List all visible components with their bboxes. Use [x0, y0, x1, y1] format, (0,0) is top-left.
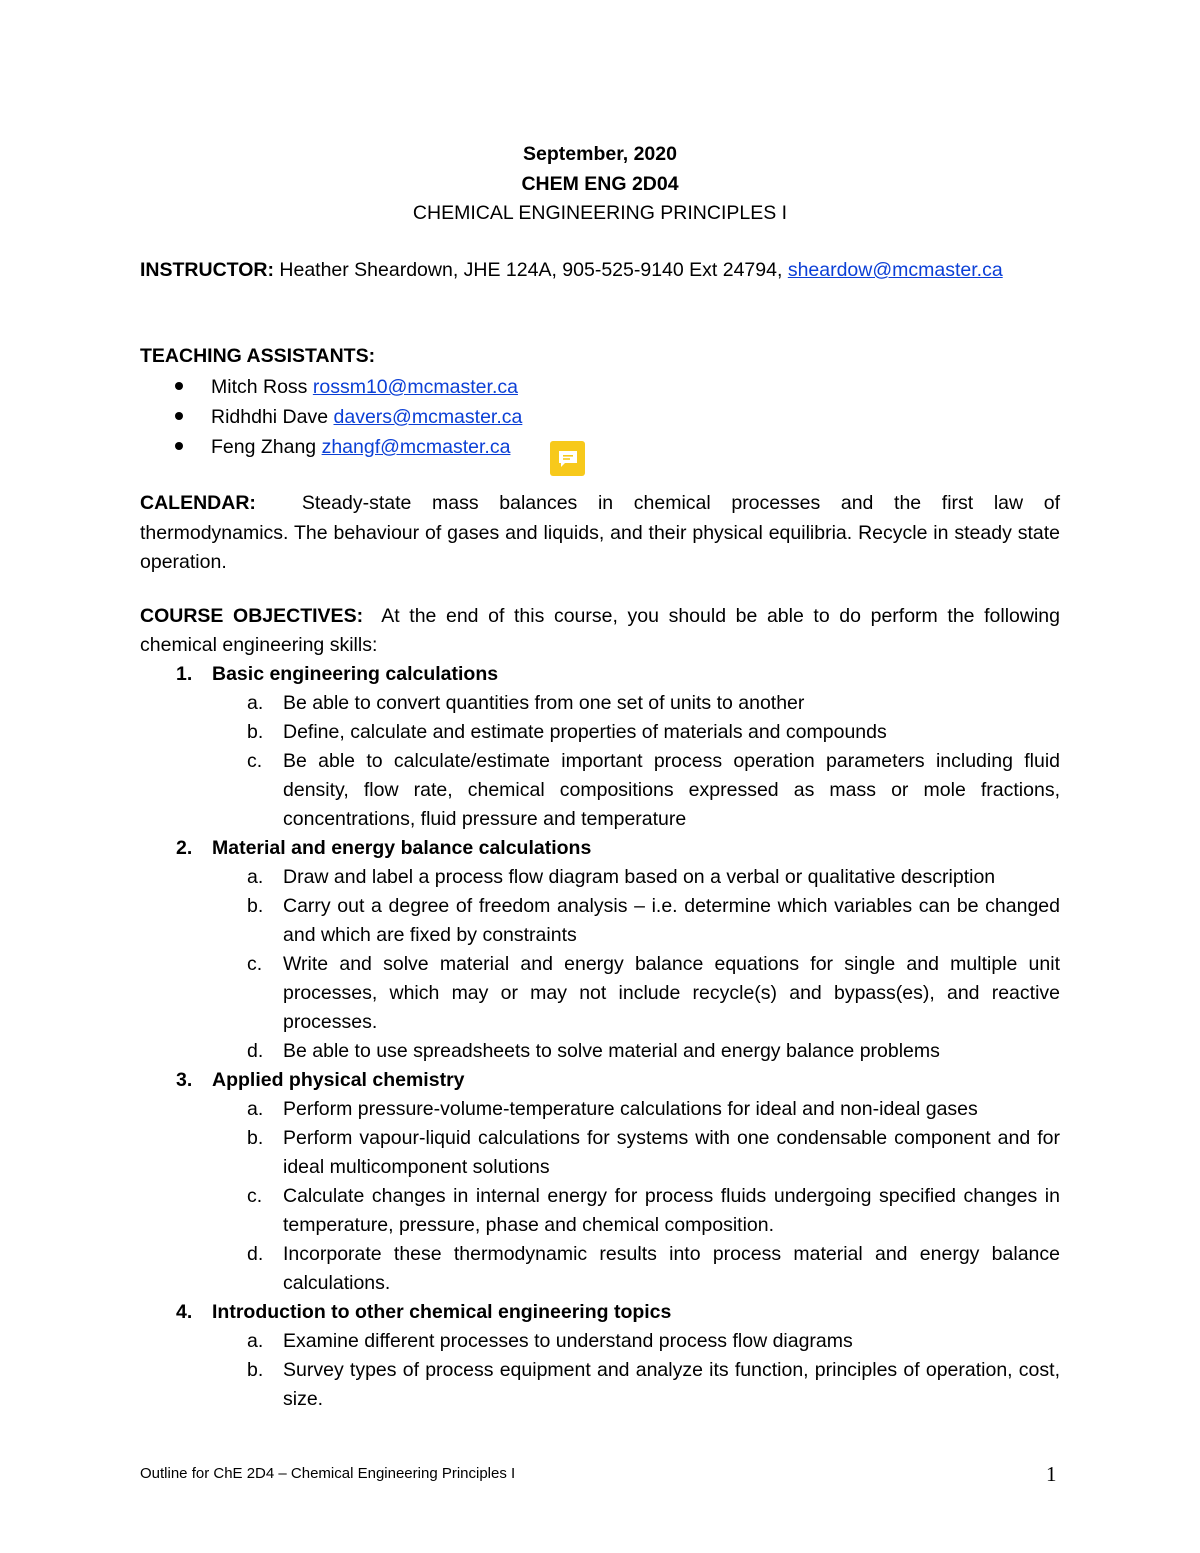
sub-objective [140, 718, 1060, 747]
objective-title: Material and energy balance calculations [212, 837, 592, 859]
sub-letter: a. [247, 1330, 264, 1352]
instructor-line [140, 256, 1003, 285]
objectives-intro-text: At the end of this course, you should be able to do perform the following chemical engineering skills: [140, 605, 1060, 656]
sub-text: Perform vapour-liquid calculations for systems with one condensable component and for ideal multicomponent solutions [283, 1127, 1060, 1178]
sub-letter: c. [247, 750, 263, 772]
objective-number: 4. [176, 1301, 193, 1323]
sub-objective [140, 1037, 1060, 1066]
calendar-text: Steady-state mass balances in chemical processes and the first law of thermodynamics. The behaviour of gases and liquids, and their physical equilibria. Recycle in steady state operation. [140, 492, 1060, 573]
objective-item [140, 660, 1060, 689]
sub-objective [140, 1124, 1060, 1182]
ta-heading: TEACHING ASSISTANTS: [140, 345, 376, 367]
sub-text: Calculate changes in internal energy for process fluids undergoing specified changes in temperature, pressure, phase and chemical composition. [283, 1185, 1060, 1236]
sub-text: Perform pressure-volume-temperature calculations for ideal and non-ideal gases [283, 1098, 978, 1120]
sub-text: Survey types of process equipment and analyze its function, principles of operation, cost, size. [283, 1359, 1060, 1410]
sub-letter: d. [247, 1243, 264, 1265]
ta-item [175, 372, 522, 402]
sub-text: Be able to convert quantities from one set of units to another [283, 692, 805, 714]
sub-letter: a. [247, 1098, 264, 1120]
sub-objective [140, 689, 1060, 718]
objective-number: 3. [176, 1069, 193, 1091]
sub-text: Be able to calculate/estimate important process operation parameters including fluid density, flow rate, chemical compositions expressed as mass or mole fractions, concentrations, fluid pressure and temperature [283, 750, 1060, 830]
footer-title: Outline for ChE 2D4 – Chemical Engineering Principles I [140, 1465, 516, 1482]
comment-glyph-icon [557, 449, 579, 469]
course-code: CHEM ENG 2D04 [521, 172, 679, 195]
objective-item [140, 834, 1060, 863]
course-title: CHEMICAL ENGINEERING PRINCIPLES I [412, 202, 788, 224]
sub-objective [140, 1327, 1060, 1356]
sub-letter: b. [247, 1359, 264, 1381]
sub-objective [140, 863, 1060, 892]
sub-text: Carry out a degree of freedom analysis – i.e. determine which variables can be changed and which are fixed by constraints [283, 895, 1060, 946]
sub-letter: b. [247, 721, 264, 743]
calendar-section [140, 489, 1060, 578]
sub-letter: c. [247, 953, 263, 975]
sub-text: Be able to use spreadsheets to solve material and energy balance problems [283, 1040, 940, 1062]
comment-icon[interactable] [550, 441, 585, 476]
sub-text: Examine different processes to understand process flow diagrams [283, 1330, 853, 1352]
sub-objective [140, 747, 1060, 834]
sub-letter: d. [247, 1040, 264, 1062]
ta-list [175, 372, 522, 462]
objectives-intro [140, 602, 1060, 660]
calendar-label: CALENDAR: [140, 492, 256, 514]
instructor-email-link[interactable]: sheardow@mcmaster.ca [787, 259, 1003, 281]
instructor-label: INSTRUCTOR: [140, 259, 274, 281]
ta-name: Ridhdhi Dave [211, 406, 329, 428]
date: September, 2020 [523, 143, 677, 165]
sub-text: Write and solve material and energy balance equations for single and multiple unit processes, which may or may not include recycle(s) and bypass(es), and reactive processes. [283, 953, 1060, 1033]
sub-text: Draw and label a process flow diagram based on a verbal or qualitative description [283, 866, 996, 888]
document-header [140, 140, 1060, 229]
bullet-icon [175, 372, 211, 402]
sub-text: Incorporate these thermodynamic results into process material and energy balance calculations. [283, 1243, 1060, 1294]
ta-name: Mitch Ross [211, 376, 308, 398]
sub-objective [140, 1356, 1060, 1414]
instructor-details: Heather Sheardown, JHE 124A, 905-525-9140 Ext 24794, [273, 259, 788, 281]
ta-name: Feng Zhang [211, 436, 317, 458]
objective-item [140, 1066, 1060, 1095]
sub-letter: b. [247, 1127, 264, 1149]
objective-number: 2. [176, 837, 193, 859]
sub-letter: b. [247, 895, 264, 917]
sub-objective [140, 892, 1060, 950]
sub-letter: a. [247, 866, 264, 888]
objectives-list [140, 660, 1060, 1414]
sub-letter: c. [247, 1185, 263, 1207]
sub-objective [140, 1240, 1060, 1298]
objective-title: Basic engineering calculations [212, 663, 499, 685]
ta-email-link[interactable]: zhangf@mcmaster.ca [321, 436, 511, 458]
bullet-icon [175, 402, 211, 432]
objective-item [140, 1298, 1060, 1327]
sub-objective [140, 950, 1060, 1037]
objective-title: Introduction to other chemical engineering topics [212, 1301, 672, 1323]
ta-email-link[interactable]: davers@mcmaster.ca [333, 406, 523, 428]
sub-letter: a. [247, 692, 264, 714]
objective-number: 1. [176, 663, 193, 685]
sub-objective [140, 1095, 1060, 1124]
sub-objective [140, 1182, 1060, 1240]
page-number: 1 [1046, 1462, 1057, 1486]
objectives-label: COURSE OBJECTIVES: [140, 605, 364, 627]
ta-item [175, 402, 522, 432]
ta-email-link[interactable]: rossm10@mcmaster.ca [312, 376, 518, 398]
ta-item [175, 432, 522, 462]
sub-text: Define, calculate and estimate properties of materials and compounds [283, 721, 887, 743]
objective-title: Applied physical chemistry [212, 1069, 465, 1091]
bullet-icon [175, 432, 211, 462]
